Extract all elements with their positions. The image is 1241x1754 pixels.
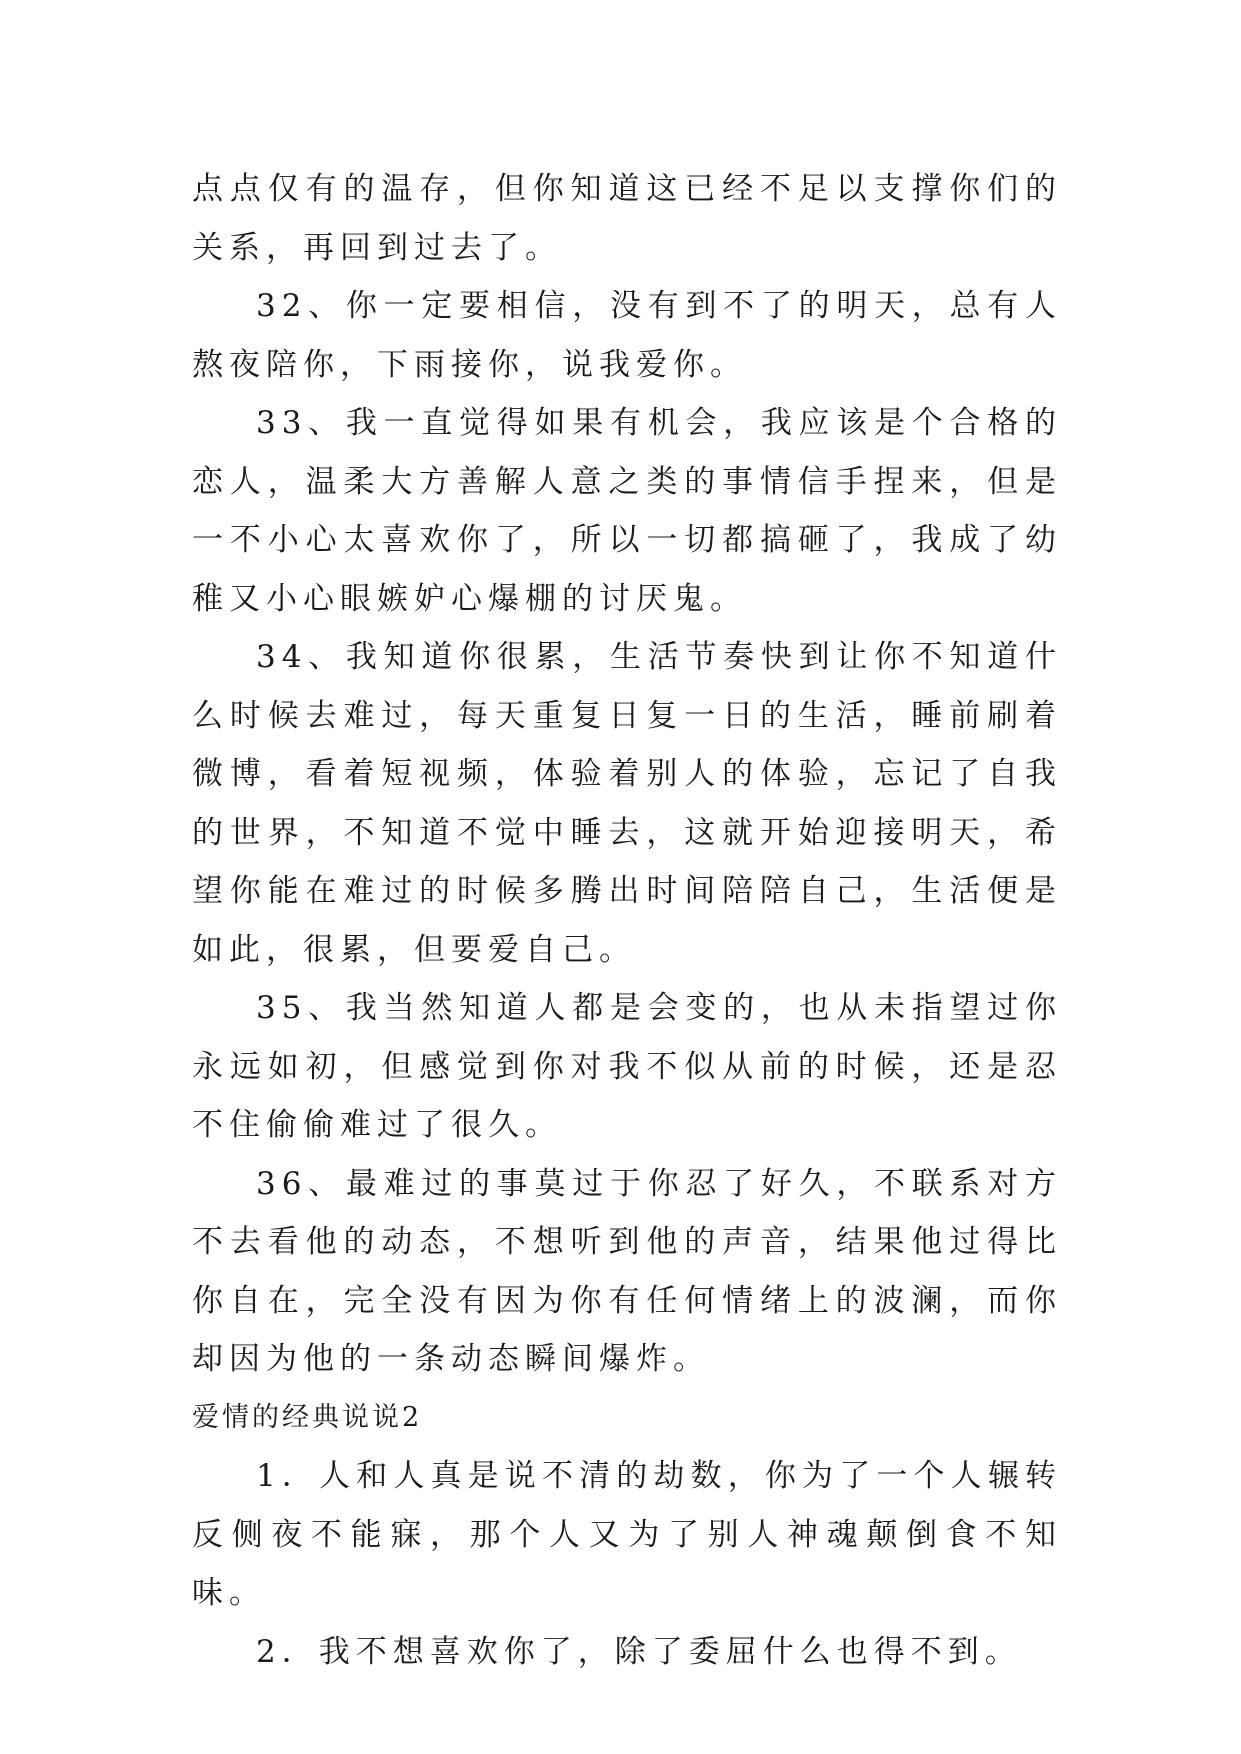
paragraph-item-2: 2．我不想喜欢你了，除了委屈什么也得不到。 xyxy=(256,1633,1022,1670)
paragraph-item-36: 36、最难过的事莫过于你忍了好久，不联系对方不去看他的动态，不想听到他的声音，结果他过得比你自在，完全没有因为你有任何情绪上的波澜，而你却因为他的一条动态瞬间爆炸。 xyxy=(192,1165,1062,1377)
document-body xyxy=(192,160,1062,1681)
paragraph-item-32: 32、你一定要相信，没有到不了的明天，总有人熬夜陪你，下雨接你，说我爱你。 xyxy=(192,288,1062,383)
paragraph-item-35: 35、我当然知道人都是会变的，也从未指望过你永远如初，但感觉到你对我不似从前的时候，还是忍不住偷偷难过了很久。 xyxy=(192,990,1062,1143)
paragraph-item-33: 33、我一直觉得如果有机会，我应该是个合格的恋人，温柔大方善解人意之类的事情信手捏来，但是一不小心太喜欢你了，所以一切都搞砸了，我成了幼稚又小心眼嫉妒心爆棚的讨厌鬼。 xyxy=(192,405,1062,617)
paragraph-continuation: 点点仅有的温存，但你知道这已经不足以支撑你们的关系，再回到过去了。 xyxy=(192,171,1062,266)
section-heading: 爱情的经典说说2 xyxy=(192,1401,423,1433)
paragraph-item-1: 1．人和人真是说不清的劫数，你为了一个人辗转反侧夜不能寐，那个人又为了别人神魂颠倒食不知味。 xyxy=(192,1458,1062,1611)
paragraph-item-34: 34、我知道你很累，生活节奏快到让你不知道什么时候去难过，每天重复日复一日的生活，睡前刷着微博，看着短视频，体验着别人的体验，忘记了自我的世界，不知道不觉中睡去，这就开始迎接明天，希望你能在难过的时候多腾出时间陪陪自己，生活便是如此，很累，但要爱自己。 xyxy=(192,639,1062,968)
